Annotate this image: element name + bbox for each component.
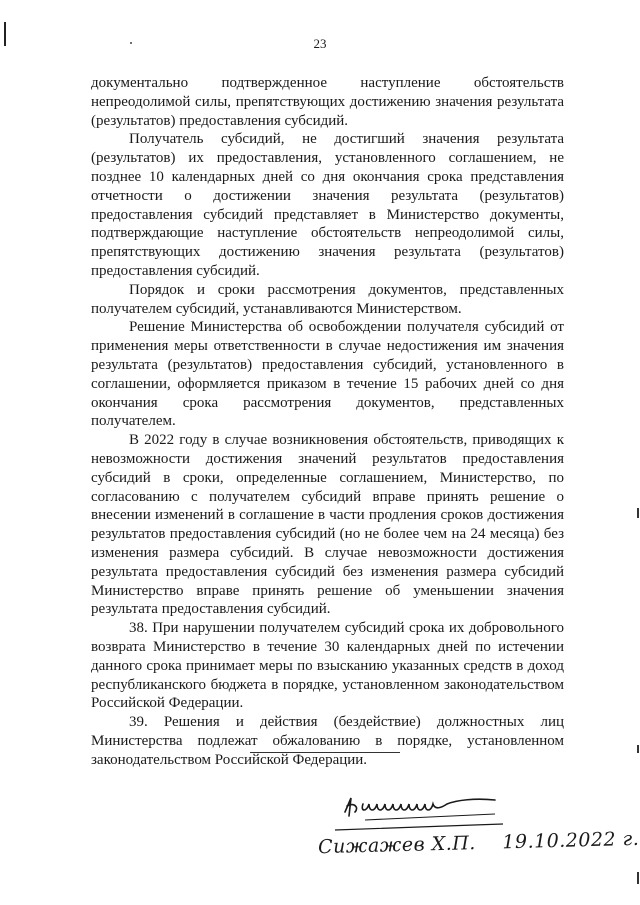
scan-edge-mark-right (637, 872, 639, 884)
scan-edge-mark-right (637, 508, 639, 518)
document-body (91, 74, 564, 769)
paragraph: 38. При нарушении получателем субсидий срока их добровольного возврата Министерство в течение 30 календарных дней по истечении данного срока принимает меры по взысканию указанных средств в доход республиканского бюджета в порядке, установленном законодательством Российской Федерации. (91, 620, 564, 712)
handwritten-date: 19.10.2022 г. (502, 827, 640, 854)
scan-edge-mark-right (637, 745, 639, 753)
paragraph: Решение Министерства об освобождении получателя субсидий от применения меры ответственности в случае недостижения им значения результата (результатов) предоставления субсидий, установленного в соглашении, оформляется приказом в течение 15 рабочих дней со дня окончания срока рассмотрения документов, представленных получателем. (91, 319, 564, 430)
handwritten-name: Сижажев Х.П. (317, 832, 477, 859)
paragraph: В 2022 году в случае возникновения обстоятельств, приводящих к невозможности достижения значений результатов предоставления субсидий в сроки, определенные соглашением, Министерство, по согласованию с получателем субсидий вправе принять решение о внесении изменений в соглашение в части продления сроков достижения результатов предоставления субсидий (но не более чем на 24 месяца) без изменения размера субсидий. В случае невозможности достижения результата предоставления субсидий без изменения размера субсидий Министерство вправе принять решение об уменьшении значения результата предоставления субсидий. (91, 432, 564, 618)
paragraph: Получатель субсидий, не достигший значения результата (результатов) их предоставления, установленного соглашением, не позднее 10 календарных дней со дня окончания срока представления отчетности о достижении значения результата (результатов) предоставления субсидий представляет в Министерство документы, подтверждающие наступление обстоятельств непреодолимой силы, препятствующих достижению значения результата (результатов) предоставления субсидий. (91, 131, 564, 279)
separator-line (250, 752, 400, 753)
paragraph: документально подтвержденное наступление обстоятельств непреодолимой силы, препятствующих достижению значения результата (результатов) предоставления субсидий. (91, 75, 564, 129)
paragraph: Порядок и сроки рассмотрения документов, представленных получателем субсидий, устанавливаются Министерством. (91, 281, 564, 317)
paragraph: 39. Решения и действия (бездействие) должностных лиц Министерства подлежат обжалованию в порядке, установленном законодательством Российской Федерации. (91, 714, 564, 768)
page-number: 23 (313, 36, 327, 51)
